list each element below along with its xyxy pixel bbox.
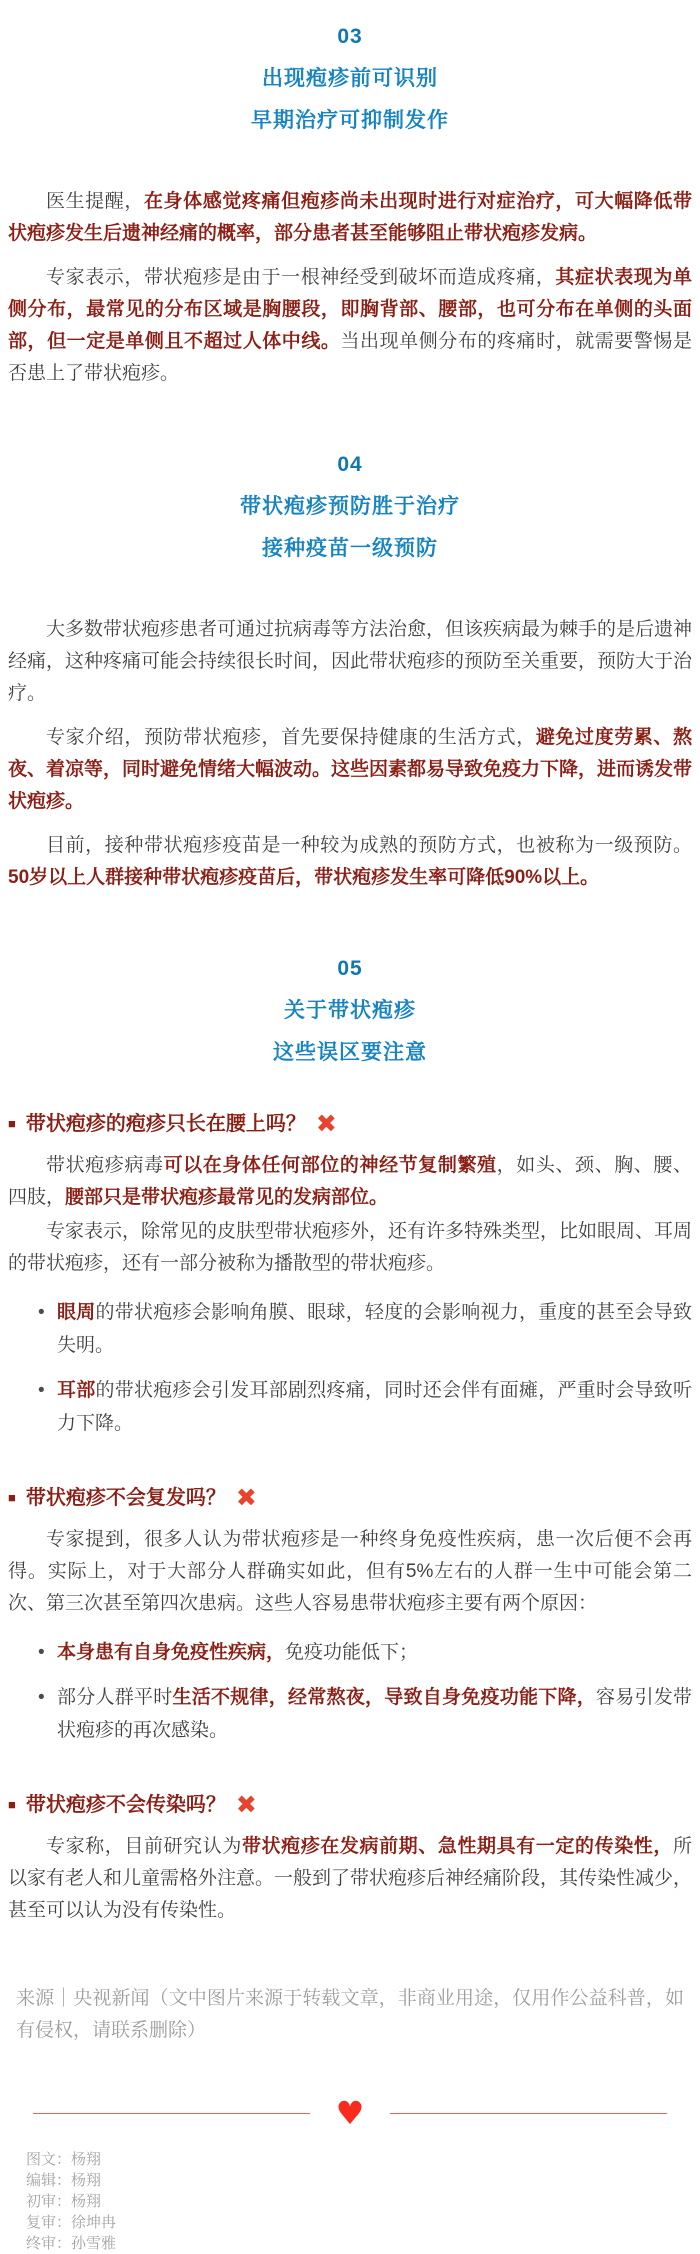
section-title: 这些误区要注意 xyxy=(273,1041,427,1064)
body-text: 容易引发带状疱疹的再次感染。 xyxy=(57,1687,692,1741)
body-text: 专家表示，带状疱疹是由于一根神经受到破坏而造成疼痛， xyxy=(46,267,556,288)
section-title: 关于带状疱疹 xyxy=(284,999,416,1022)
cross-mark-icon: ✖ xyxy=(235,1484,257,1512)
body-text: 专家称，目前研究认为 xyxy=(46,1836,242,1857)
bullet-text xyxy=(57,1642,418,1663)
body-text: 医生提醒， xyxy=(46,191,144,212)
question-subhead xyxy=(8,1791,692,1819)
credit-line: 复审：徐坤冉 xyxy=(26,2214,117,2231)
bullet-dot-icon: • xyxy=(38,1302,45,1323)
highlight-text: 其症状表现为单侧分布，最常见的分布区域是胸腰段，即胸背部、腰部，也可分布在单侧的头面部，但一定是单侧且不超过人体中线。 xyxy=(8,267,692,352)
subhead-text: 带状疱疹不会传染吗？ xyxy=(25,1794,226,1816)
section-number: 03 xyxy=(337,25,363,48)
section-title: 带状疱疹预防胜于治疗 xyxy=(240,495,460,518)
highlight-text: 在身体感觉疼痛但疱疹尚未出现时进行对症治疗，可大幅降低带状疱疹发生后遗神经痛的概率，部分患者甚至能够阻止带状疱疹发病。 xyxy=(8,191,692,244)
divider-line-left xyxy=(33,2113,310,2114)
question-subhead xyxy=(8,1110,692,1138)
highlight-text: 本身患有自身免疫性疾病， xyxy=(57,1642,286,1663)
paragraph xyxy=(8,1216,692,1280)
body-text: 免疫功能低下； xyxy=(285,1642,419,1663)
highlight-text: 50岁以上人群接种带状疱疹疫苗后，带状疱疹发生率可降低90%以上。 xyxy=(8,867,600,888)
square-bullet-icon: ■ xyxy=(8,1116,16,1131)
body-text: ，如头、颈、胸、腰、四肢， xyxy=(8,1155,692,1208)
bullet-item xyxy=(8,1681,692,1747)
bullet-dot-icon: • xyxy=(38,1642,45,1663)
cross-mark-icon: ✖ xyxy=(235,1791,257,1819)
bullet-item xyxy=(8,1374,692,1440)
section-title: 接种疫苗一级预防 xyxy=(262,537,438,560)
body-text: 所以家有老人和儿童需格外注意。一般到了带状疱疹后神经痛阶段，其传染性减少，甚至可以认为没有传染性。 xyxy=(8,1836,693,1921)
square-bullet-icon: ■ xyxy=(8,1797,16,1812)
source-line: 来源｜央视新闻（文中图片来源于转载文章，非商业用途，仅用作公益科普，如有侵权，请联系删除） xyxy=(16,1988,684,2041)
paragraph xyxy=(8,1831,692,1927)
square-bullet-icon: ■ xyxy=(8,1490,16,1505)
credit-line: 图文：杨翔 xyxy=(26,2151,102,2168)
body-text: 专家提到，很多人认为带状疱疹是一种终身免疫性疾病，患一次后便不会再得。实际上，对于大部分人群确实如此，但有5%左右的人群一生中可能会第二次、第三次甚至第四次患病。这些人容易患带状疱疹主要有两个原因： xyxy=(8,1529,692,1614)
paragraph xyxy=(8,830,692,894)
divider-line-right xyxy=(390,2113,667,2114)
body-text: 大多数带状疱疹患者可通过抗病毒等方法治愈，但该疾病最为棘手的是后遗神经痛，这种疼痛可能会持续很长时间，因此带状疱疹的预防至关重要，预防大于治疗。 xyxy=(8,619,693,704)
credit-line: 编辑：杨翔 xyxy=(26,2172,102,2189)
paragraph xyxy=(8,1524,692,1620)
section-title: 早期治疗可抑制发作 xyxy=(251,109,449,132)
question-subhead xyxy=(8,1484,692,1512)
section-number: 05 xyxy=(337,957,363,980)
heart-divider xyxy=(33,2095,667,2131)
highlight-text: 眼周 xyxy=(57,1302,96,1323)
paragraph xyxy=(8,186,692,250)
bullet-text xyxy=(57,1687,692,1741)
heart-icon: ♥ xyxy=(335,2094,365,2132)
highlight-text: 带状疱疹在发病前期、急性期具有一定的传染性， xyxy=(241,1836,673,1857)
highlight-text: 避免过度劳累、熬夜、着凉等，同时避免情绪大幅波动。这些因素都易导致免疫力下降，进而诱发带状疱疹。 xyxy=(8,727,693,812)
highlight-text: 腰部只是带状疱疹最常见的发病部位。 xyxy=(65,1187,389,1208)
article-section-05 xyxy=(8,956,692,1927)
bullet-dot-icon: • xyxy=(38,1380,45,1401)
body-text: 的带状疱疹会引发耳部剧烈疼痛，同时还会伴有面瘫，严重时会导致听力下降。 xyxy=(57,1380,692,1434)
section-title: 出现疱疹前可识别 xyxy=(262,67,438,90)
bullet-item xyxy=(8,1296,692,1362)
paragraph xyxy=(8,614,692,710)
body-text: 部分人群平时 xyxy=(57,1687,173,1708)
highlight-text: 生活不规律，经常熬夜，导致自身免疫功能下降， xyxy=(172,1687,596,1708)
bullet-dot-icon: • xyxy=(38,1687,45,1708)
bullet-item xyxy=(8,1636,692,1669)
body-text: 目前，接种带状疱疹疫苗是一种较为成熟的预防方式，也被称为一级预防。 xyxy=(46,835,692,856)
subhead-text: 带状疱疹的疱疹只长在腰上吗？ xyxy=(25,1113,306,1135)
bullet-text xyxy=(57,1302,692,1356)
paragraph xyxy=(8,722,692,818)
body-text: 带状疱疹病毒 xyxy=(46,1155,164,1176)
subhead-text: 带状疱疹不会复发吗？ xyxy=(25,1487,226,1509)
credit-line: 终审：孙雪雅 xyxy=(26,2235,117,2252)
paragraph xyxy=(8,1150,692,1214)
credits xyxy=(8,2149,692,2254)
article-section-04 xyxy=(8,452,692,894)
body-text: 专家介绍，预防带状疱疹，首先要保持健康的生活方式， xyxy=(46,727,536,748)
cross-mark-icon: ✖ xyxy=(315,1110,337,1138)
section-number: 04 xyxy=(337,453,363,476)
bullet-text xyxy=(57,1380,692,1434)
highlight-text: 耳部 xyxy=(57,1380,96,1401)
body-text: 专家表示，除常见的皮肤型带状疱疹外，还有许多特殊类型，比如眼周、耳周的带状疱疹，还有一部分被称为播散型的带状疱疹。 xyxy=(8,1221,693,1274)
article-section-03 xyxy=(8,24,692,390)
highlight-text: 可以在身体任何部位的神经节复制繁殖 xyxy=(163,1155,497,1176)
body-text: 的带状疱疹会影响角膜、眼球，轻度的会影响视力，重度的甚至会导致失明。 xyxy=(57,1302,692,1356)
article-body xyxy=(8,24,692,1927)
paragraph xyxy=(8,262,692,390)
credit-line: 初审：杨翔 xyxy=(26,2193,102,2210)
body-text: 当出现单侧分布的疼痛时，就需要警惕是否患上了带状疱疹。 xyxy=(8,331,692,384)
